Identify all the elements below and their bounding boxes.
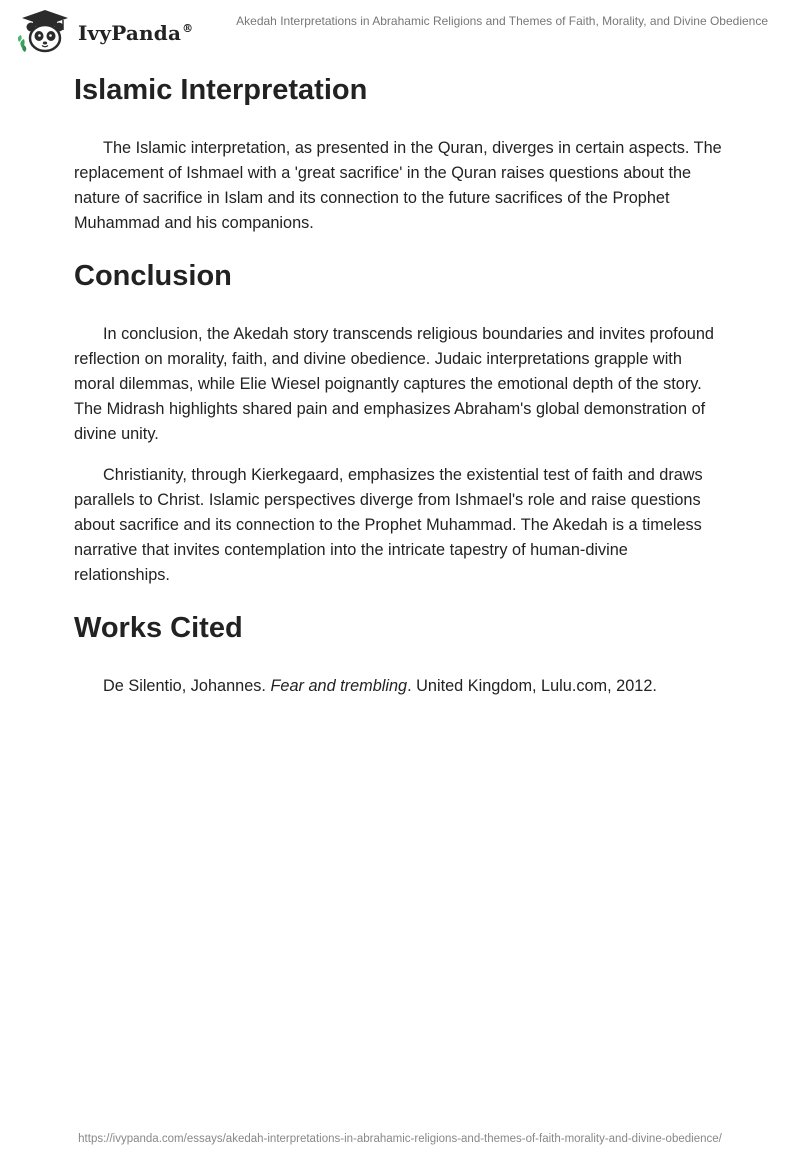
ivypanda-logo[interactable]	[16, 8, 193, 54]
paragraph-conclusion-1: In conclusion, the Akedah story transcends religious boundaries and invites profound reflection on morality, faith, and divine obedience. Judaic interpretations grapple with moral dilemmas, while Elie Wiesel poignantly captures the emotional depth of the story. The Midrash highlights shared pain and emphasizes Abraham's global demonstration of divine unity.	[74, 325, 714, 443]
citation-author: De Silentio, Johannes.	[103, 677, 271, 695]
registered-mark: ®	[182, 22, 194, 36]
brand-name: IvyPanda®	[78, 21, 194, 45]
paragraph-islamic: The Islamic interpretation, as presented in the Quran, diverges in certain aspects. The replacement of Ishmael with a 'great sacrifice' in the Quran raises questions about the nature of sacrifice in Islam and its connection to the future sacrifices of the Prophet Muhammad and his companions.	[74, 139, 722, 232]
citation-entry	[74, 674, 724, 699]
paragraph-conclusion-2: Christianity, through Kierkegaard, emphasizes the existential test of faith and draws parallels to Christ. Islamic perspectives diverge from Ishmael's role and raise questions about sacrifice and its connection to the Prophet Muhammad. The Akedah is a timeless narrative that invites contemplation into the intricate tapestry of human-divine relationships.	[74, 466, 703, 584]
citation-title: Fear and trembling	[270, 677, 408, 695]
essay-body	[74, 70, 724, 699]
page-header	[0, 0, 800, 60]
section-heading-conclusion: Conclusion	[74, 260, 232, 292]
section-heading-islamic: Islamic Interpretation	[74, 74, 368, 106]
citation-publisher: . United Kingdom, Lulu.com, 2012.	[407, 677, 657, 695]
source-url[interactable]: https://ivypanda.com/essays/akedah-interpretations-in-abrahamic-religions-and-themes-of-faith-morality-and-divine-obedience/	[78, 1133, 722, 1145]
section-heading-works-cited: Works Cited	[74, 612, 243, 644]
document-title: Akedah Interpretations in Abrahamic Religions and Themes of Faith, Morality, and Divine Obedience	[236, 14, 768, 28]
panda-graduate-icon	[16, 8, 74, 54]
